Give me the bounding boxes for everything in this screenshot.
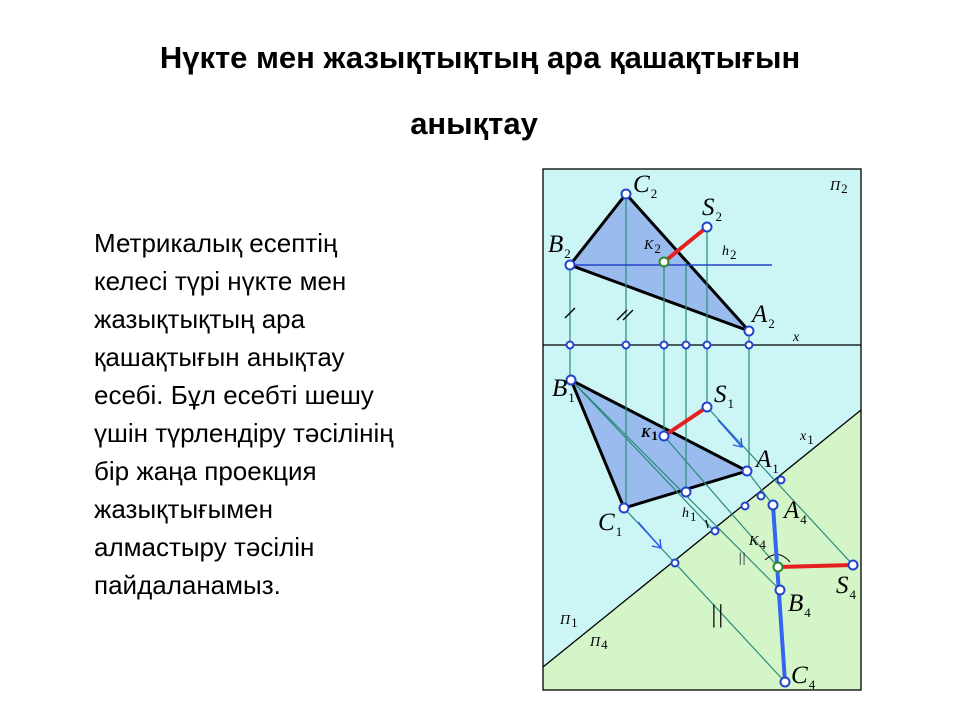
distance-segment-s4k4 bbox=[778, 565, 853, 567]
label-c4: $C_4$ bbox=[791, 662, 816, 692]
page-title-line-2: анықтау bbox=[410, 106, 538, 141]
description-line: Метрикалық есептің bbox=[94, 228, 338, 258]
label-a1: $A_1$ bbox=[756, 446, 779, 476]
label-a4: $A_4$ bbox=[784, 497, 807, 527]
label-a2: $A_2$ bbox=[752, 301, 775, 331]
parallel-mark: || bbox=[738, 551, 746, 566]
description-line: есебі. Бұл есебті шешу bbox=[94, 380, 374, 410]
description-line: жазықтықтың ара bbox=[94, 304, 306, 334]
label-pi2: П2 bbox=[830, 179, 848, 196]
label-x: x bbox=[793, 330, 800, 345]
description-line: жазықтығымен bbox=[94, 494, 274, 524]
parallel-mark: || bbox=[710, 601, 724, 628]
label-h2: h2 bbox=[722, 244, 737, 262]
label-s4: $S_4$ bbox=[836, 572, 856, 602]
label-k2: K2 bbox=[644, 238, 661, 256]
label-b4: $B_4$ bbox=[788, 590, 811, 620]
label-s1: $S_1$ bbox=[714, 381, 734, 411]
label-b1: $B_1$ bbox=[552, 375, 575, 405]
page-title-line-1: Нүкте мен жазықтықтың ара қашақтығын bbox=[159, 40, 801, 75]
label-h1: h1 bbox=[682, 506, 697, 524]
label-x1: x1 bbox=[800, 429, 814, 447]
description-line: қашақтығын анықтау bbox=[94, 342, 345, 372]
label-c2: $C_2$ bbox=[633, 171, 658, 201]
description-line: үшін түрлендіру тәсілінің bbox=[94, 418, 394, 448]
label-k4: K4 bbox=[749, 534, 766, 552]
label-k1: K1 bbox=[641, 426, 658, 443]
description-line: пайдаланамыз. bbox=[94, 570, 281, 600]
label-c1: $C_1$ bbox=[598, 509, 623, 539]
label-pi4: П4 bbox=[590, 635, 608, 652]
label-pi1: П1 bbox=[560, 613, 578, 630]
label-s2: $S_2$ bbox=[702, 194, 722, 224]
label-b2: $B_2$ bbox=[548, 231, 571, 261]
description-line: алмастыру тәсілін bbox=[94, 532, 315, 562]
description-line: келесі түрі нүкте мен bbox=[94, 266, 347, 296]
description-line: бір жаңа проекция bbox=[94, 456, 317, 486]
